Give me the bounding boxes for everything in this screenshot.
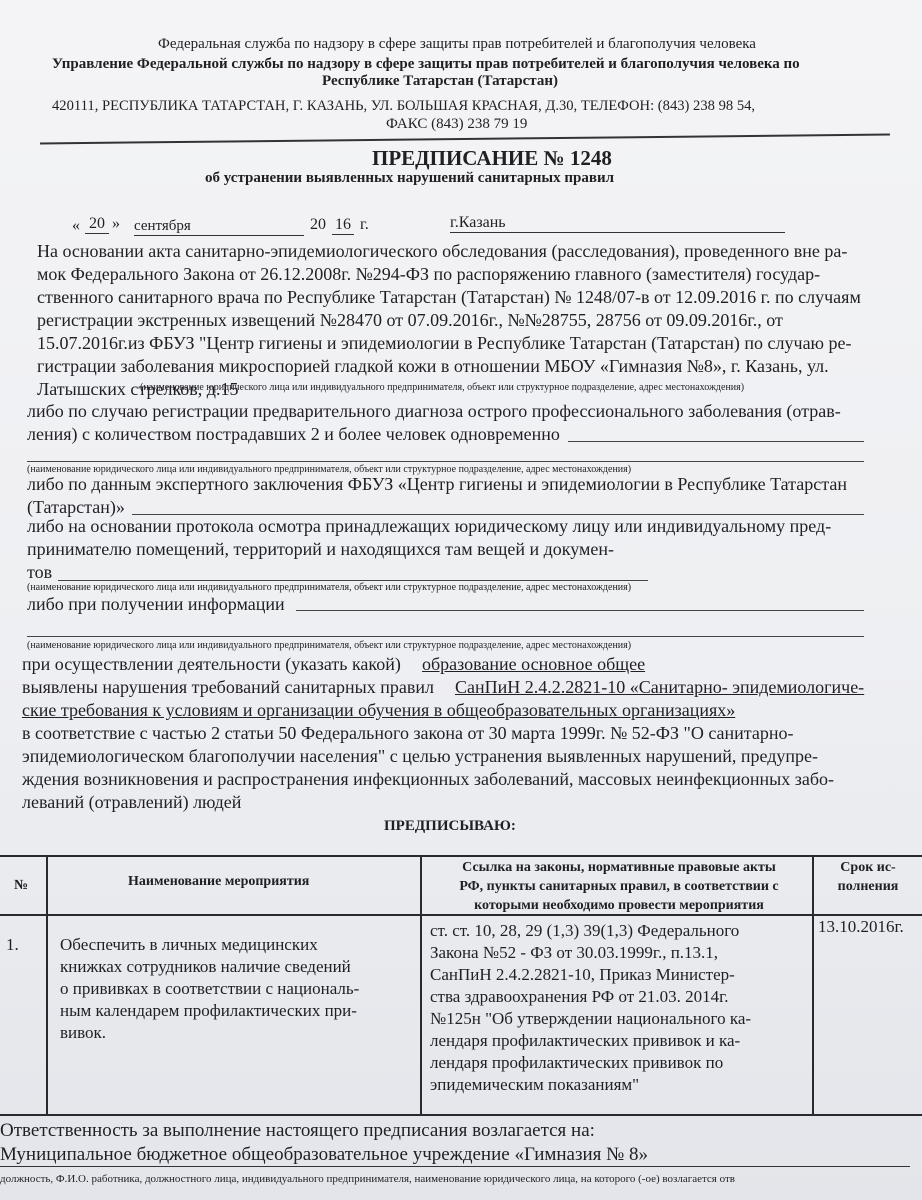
reference-line: лендаря профилактических прививок и ка- xyxy=(430,1031,741,1050)
paragraph-4-line: тов xyxy=(27,562,53,582)
document-title: ПРЕДПИСАНИЕ № 1248 xyxy=(372,146,612,170)
reference-line: эпидемическим показаниям" xyxy=(430,1075,640,1094)
col-header-term: Срок ис- xyxy=(840,860,896,875)
table-col-divider xyxy=(812,855,814,1115)
execution-term: 13.10.2016г. xyxy=(818,917,904,936)
reference-line: ства здравоохранения РФ от 21.03. 2014г. xyxy=(430,987,729,1006)
measure-name-line: Обеспечить в личных медицинских xyxy=(60,935,318,954)
caption-1: (наименование юридического лица или индивидуального предпринимателя, объект или структурное подразделение, адрес местонахождения) xyxy=(140,382,745,393)
paragraph-4-line: либо на основании протокола осмотра принадлежащих юридическому лицу или индивидуальному пред- xyxy=(27,516,832,536)
violations-value-line1: СанПиН 2.4.2.2821-10 «Санитарно- эпидемиологиче- xyxy=(455,677,865,697)
responsibility-value: Муниципальное бюджетное общеобразовательное учреждение «Гимназия № 8» xyxy=(0,1144,910,1167)
paragraph-1-line: ственного санитарного врача по Республике Татарстан (Татарстан) № 1248/07-в от 12.09.2016 г. по случаям xyxy=(37,287,861,307)
paragraph-6-line: леваний (отравлений) людей xyxy=(22,792,242,812)
paragraph-3-line: либо по данным экспертного заключения ФБУЗ «Центр гигиены и эпидемиологии в Республике Татарстан xyxy=(27,474,847,494)
caption-5: должность, Ф.И.О. работника, должностного лица, индивидуального предпринимателя, наименование юридического лица, на которого (-ое) возлагается отв xyxy=(0,1173,735,1185)
blank-line xyxy=(132,514,864,515)
caption-4: (наименование юридического лица или индивидуального предпринимателя, объект или структурное подразделение, адрес местонахождения) xyxy=(27,640,632,651)
measure-name-line: ным календарем профилактических при- xyxy=(60,1001,357,1020)
table-border-bottom xyxy=(0,1114,922,1116)
paragraph-4-line: принимателю помещений, территорий и находящихся там вещей и докумен- xyxy=(27,539,615,559)
reference-line: №125н "Об утверждении национального ка- xyxy=(430,1009,752,1028)
caption-3: (наименование юридического лица или индивидуального предпринимателя, объект или структурное подразделение, адрес местонахождения) xyxy=(27,582,632,593)
paragraph-1-line: гистрации заболевания микроспорией гладкой кожи в отношении МБОУ «Гимназия №8», г. Казань, ул. xyxy=(37,356,829,376)
date-day: 20 xyxy=(85,215,109,234)
activity-value: образование основное общее xyxy=(422,654,646,674)
date-open-quote: « xyxy=(72,217,80,234)
responsibility-label: Ответственность за выполнение настоящего предписания возлагается на: xyxy=(0,1120,595,1141)
address-line1: 420111, РЕСПУБЛИКА ТАТАРСТАН, Г. КАЗАНЬ, УЛ. БОЛЬШАЯ КРАСНАЯ, Д.30, ТЕЛЕФОН: (843) 238 98 54, xyxy=(52,98,756,114)
blank-line xyxy=(27,461,864,462)
department-name-line2: Республике Татарстан (Татарстан) xyxy=(322,73,558,89)
col-header-number: № xyxy=(14,878,29,893)
reference-line: Закона №52 - ФЗ от 30.03.1999г., п.13.1, xyxy=(430,943,719,962)
date-year-prefix: 20 xyxy=(310,216,326,233)
caption-2: (наименование юридического лица или индивидуального предпринимателя, объект или структурное подразделение, адрес местонахождения) xyxy=(27,464,632,475)
paragraph-6-line: ждения возникновения и распространения инфекционных заболеваний, массовых неинфекционных забо- xyxy=(22,769,835,789)
blank-line xyxy=(58,580,648,581)
paragraph-1-line: 15.07.2016г.из ФБУЗ "Центр гигиены и эпидемиологии в Республике Татарстан (Татарстан) по случаю ре- xyxy=(37,333,852,353)
paragraph-3-line: (Татарстан)» xyxy=(27,497,125,517)
paragraph-1-line: мок Федерального Закона от 26.12.2008г. №294-ФЗ по распоряжению главного (заместителя) государ- xyxy=(37,264,821,284)
measure-name-line: о прививках в соответствии с националь- xyxy=(60,979,360,998)
document-subtitle: об устранении выявленных нарушений санитарных правил xyxy=(205,170,615,186)
violations-value-line2: ские требования к условиям и организации обучения в общеобразовательных организациях» xyxy=(22,700,736,720)
table-col-divider xyxy=(420,855,422,1115)
reference-line: лендаря профилактических прививок по xyxy=(430,1053,724,1072)
header-separator xyxy=(40,134,890,145)
blank-line xyxy=(27,636,864,637)
col-header-reference: РФ, пункты санитарных правил, в соответствии с xyxy=(459,879,779,894)
paragraph-6-line: в соответствие с частью 2 статьи 50 Федерального закона от 30 марта 1999г. № 52-ФЗ "О санитарно- xyxy=(22,723,794,743)
agency-name: Федеральная служба по надзору в сфере защиты прав потребителей и благополучия человека xyxy=(158,36,756,52)
paragraph-1-line: регистрации экстренных извещений №28470 от 07.09.2016г., №№28755, 28756 от 09.09.2016г., от xyxy=(37,310,783,330)
row-number: 1. xyxy=(6,935,19,954)
paragraph-1-line: Латышских стрелков, д.15 xyxy=(37,379,239,399)
col-header-name: Наименование мероприятия xyxy=(128,874,310,889)
activity-label: при осуществлении деятельности (указать какой) xyxy=(22,654,401,674)
date-month: сентября xyxy=(134,218,304,236)
measure-name-line: вивок. xyxy=(60,1023,107,1042)
address-line2: ФАКС (843) 238 79 19 xyxy=(386,116,528,132)
col-header-reference: которыми необходимо провести мероприятия xyxy=(474,898,764,913)
department-name-line1: Управление Федеральной службы по надзору в сфере защиты прав потребителей и благополучия человека по xyxy=(52,56,800,72)
measure-name-line: книжках сотрудников наличие сведений xyxy=(60,957,351,976)
paragraph-5: либо при получении информации xyxy=(27,594,285,614)
paragraph-1-line: На основании акта санитарно-эпидемиологического обследования (расследования), проведенного вне ра- xyxy=(37,241,848,261)
paragraph-6-line: эпидемиологическом благополучии населения" с целью устранения выявленных нарушений, предупре- xyxy=(22,746,819,766)
date-year-suffix: г. xyxy=(360,216,369,233)
date-year: 16 xyxy=(332,216,354,235)
paragraph-2-line: ления) с количеством пострадавших 2 и более человек одновременно xyxy=(27,424,560,444)
table-col-divider xyxy=(46,855,48,1115)
order-heading: ПРЕДПИСЫВАЮ: xyxy=(384,818,516,834)
violations-label: выявлены нарушения требований санитарных правил xyxy=(22,677,434,697)
table-border-top xyxy=(0,855,922,857)
blank-line xyxy=(568,441,864,442)
blank-line xyxy=(296,610,864,611)
date-close-quote: » xyxy=(112,215,120,232)
col-header-term: полнения xyxy=(837,879,899,894)
paragraph-2-line: либо по случаю регистрации предварительного диагноза острого профессионального заболевания (отрав- xyxy=(27,401,841,421)
reference-line: ст. ст. 10, 28, 29 (1,3) 39(1,3) Федерального xyxy=(430,921,740,940)
city: г.Казань xyxy=(450,214,785,233)
reference-line: СанПиН 2.4.2.2821-10, Приказ Министер- xyxy=(430,965,735,984)
col-header-reference: Ссылка на законы, нормативные правовые акты xyxy=(462,860,776,875)
